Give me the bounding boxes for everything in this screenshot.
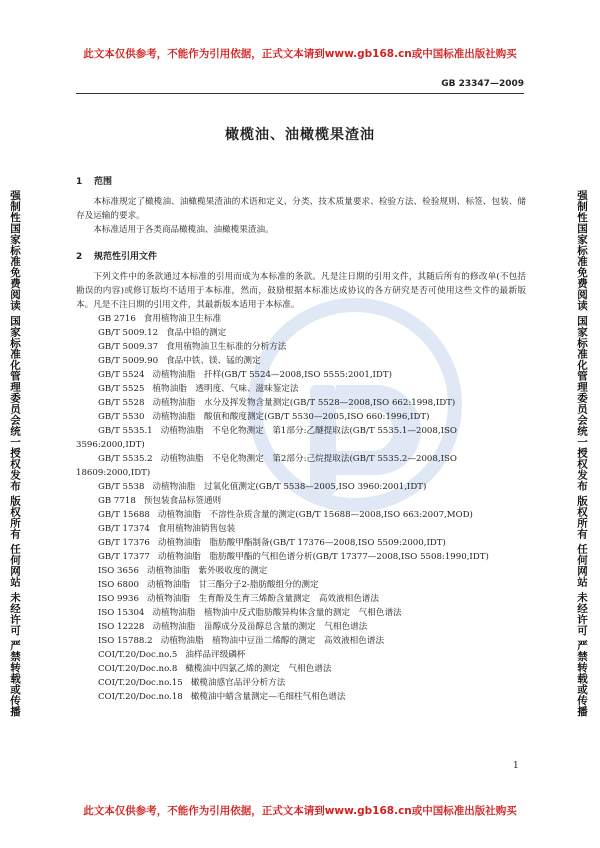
reference-title: 动植物油脂 过氧化值测定(GB/T 5538—2005,ISO 3960:2001,IDT) (152, 482, 427, 492)
side-notice-right: 强制性国家标准免费阅读 国家标准化管理委员会统一授权发布 版权所有 任何网站 未经许可 严禁转载或传播 (576, 190, 588, 717)
paragraph: 本标准规定了橄榄油、油橄榄果渣油的术语和定义、分类、技术质量要求、检验方法、检验规则、标签、包装、储存及运输的要求。 (76, 197, 526, 221)
reference-title: 橄榄油感官品评分析方法 (190, 678, 286, 688)
section-title: 规范性引用文件 (94, 252, 158, 262)
reference-title: 食用植物油卫生标准 (143, 314, 222, 324)
reference-title: 预包装食品标签通则 (143, 496, 222, 506)
section-number: 1 (76, 177, 83, 187)
reference-title: 动植物油脂 不皂化物测定 第2部分:己烷提取法(GB/T 5535.2—2008,ISO 18609:2000,IDT) (76, 454, 457, 478)
reference-item (76, 452, 526, 480)
reference-only-banner-top: 此文本仅供参考，不能作为引用依据，正式文本请到www.gb168.cn或中国标准出版社购买 (83, 48, 517, 60)
section-heading (76, 250, 526, 264)
reference-item (76, 508, 526, 522)
page-number: 1 (513, 761, 519, 771)
reference-code: GB/T 17377 (98, 552, 150, 562)
reference-title: 动植物油脂 脂肪酸甲酯的气相色谱分析(GB/T 17377—2008,ISO 5508:1990,IDT) (157, 552, 489, 562)
section-normative-references (76, 250, 526, 704)
reference-item (76, 340, 526, 354)
reference-item (76, 368, 526, 382)
reference-item (76, 424, 526, 452)
reference-item (76, 536, 526, 550)
reference-title: 食品中铅的测定 (166, 328, 227, 338)
reference-item (76, 494, 526, 508)
reference-title: 油样品评级磷杯 (185, 650, 246, 660)
reference-item (76, 690, 526, 704)
reference-item (76, 410, 526, 424)
reference-title: 动植物油脂 植物油中反式脂肪酸异构体含量的测定 气相色谱法 (152, 608, 402, 618)
reference-only-banner-bottom: 此文本仅供参考，不能作为引用依据，正式文本请到www.gb168.cn或中国标准出版社购买 (83, 805, 517, 817)
reference-code: GB/T 17374 (98, 524, 150, 534)
reference-code: ISO 6800 (98, 580, 139, 590)
reference-code: ISO 9936 (98, 594, 139, 604)
reference-title: 动植物油脂 酸值和酸度测定(GB/T 5530—2005,ISO 660:1996,IDT) (152, 412, 430, 422)
reference-code: COI/T.20/Doc.no.8 (98, 664, 178, 674)
reference-code: COI/T.20/Doc.no.15 (98, 678, 183, 688)
reference-title: 植物油脂 透明度、气味、滋味鉴定法 (152, 384, 299, 394)
reference-title: 动植物油脂 甾醇成分及甾醇总含量的测定 气相色谱法 (152, 622, 368, 632)
reference-title: 动植物油脂 不皂化物测定 第1部分:乙醚提取法(GB/T 5535.1—2008,ISO 3596:2000,IDT) (76, 426, 457, 450)
reference-item (76, 592, 526, 606)
reference-item (76, 606, 526, 620)
reference-title: 橄榄油中蜡含量测定—毛细柱气相色谱法 (190, 692, 346, 702)
section-title: 范围 (94, 177, 113, 187)
reference-item (76, 564, 526, 578)
paragraph: 本标准适用于各类商品橄榄油、油橄榄果渣油。 (93, 225, 274, 235)
reference-item (76, 662, 526, 676)
reference-item (76, 550, 526, 564)
reference-item (76, 382, 526, 396)
reference-code: ISO 15788.2 (98, 636, 153, 646)
reference-code: GB 2716 (98, 314, 136, 324)
section-number: 2 (76, 252, 83, 262)
reference-title: 食用植物油销售包装 (157, 524, 236, 534)
reference-title: 食用植物油卫生标准的分析方法 (166, 342, 287, 352)
reference-item (76, 620, 526, 634)
reference-code: ISO 12228 (98, 622, 145, 632)
reference-title: 食品中铁、镁、锰的测定 (166, 356, 261, 366)
reference-item (76, 648, 526, 662)
reference-item (76, 522, 526, 536)
reference-code: GB/T 5538 (98, 482, 145, 492)
reference-code: GB 7718 (98, 496, 136, 506)
reference-code: GB/T 5535.1 (98, 426, 153, 436)
reference-item (76, 634, 526, 648)
reference-item (76, 578, 526, 592)
reference-code: GB/T 5524 (98, 370, 145, 380)
reference-code: COI/T.20/Doc.no.18 (98, 692, 183, 702)
reference-code: GB/T 17376 (98, 538, 150, 548)
reference-item (76, 354, 526, 368)
reference-code: GB/T 5535.2 (98, 454, 153, 464)
paragraph: 下列文件中的条款通过本标准的引用而成为本标准的条款。凡是注日期的引用文件，其随后所有的修改单(不包括勘误的内容)或修订版均不适用于本标准，然而，鼓励根据本标准达成协议的各方研究是否可使用这些文件的最新版本。凡是不注日期的引用文件，其最新版本适用于本标准。 (76, 272, 526, 310)
reference-code: GB/T 5530 (98, 412, 145, 422)
reference-code: GB/T 5009.90 (98, 356, 159, 366)
document-title: 橄榄油、油橄榄果渣油 (225, 127, 375, 143)
reference-code: GB/T 5009.37 (98, 342, 159, 352)
reference-title: 动植物油脂 扦样(GB/T 5524—2008,ISO 5555:2001,IDT) (152, 370, 392, 380)
reference-code: GB/T 5009.12 (98, 328, 159, 338)
header-divider (76, 93, 524, 94)
reference-item (76, 312, 526, 326)
section-scope (76, 175, 526, 237)
reference-title: 动植物油脂 甘三酯分子2-脂肪酸组分的测定 (146, 580, 319, 590)
reference-code: ISO 15304 (98, 608, 145, 618)
reference-title: 动植物油脂 不溶性杂质含量的测定(GB/T 15688—2008,ISO 663:2007,MOD) (157, 510, 473, 520)
reference-item (76, 326, 526, 340)
side-notice-left: 强制性国家标准免费阅读 国家标准化管理委员会统一授权发布 版权所有 任何网站 未经许可 严禁转载或传播 (9, 190, 21, 717)
reference-code: GB/T 5525 (98, 384, 145, 394)
reference-code: ISO 3656 (98, 566, 139, 576)
standard-code: GB 23347—2009 (441, 79, 524, 89)
reference-item (76, 676, 526, 690)
section-heading (76, 175, 526, 189)
reference-title: 动植物油脂 生育酚及生育三烯酚含量测定 高效液相色谱法 (146, 594, 379, 604)
reference-title: 动植物油脂 植物油中豆甾二烯醇的测定 高效液相色谱法 (160, 636, 385, 646)
reference-title: 动植物油脂 脂肪酸甲酯制备(GB/T 17376—2008,ISO 5509:2000,IDT) (157, 538, 446, 548)
reference-title: 动植物油脂 紫外吸收度的测定 (146, 566, 268, 576)
reference-list (76, 312, 526, 704)
reference-code: COI/T.20/Doc.no.5 (98, 650, 178, 660)
reference-item (76, 396, 526, 410)
reference-item (76, 480, 526, 494)
reference-code: GB/T 5528 (98, 398, 145, 408)
reference-title: 橄榄油中四氯乙烯的测定 气相色谱法 (185, 664, 332, 674)
reference-code: GB/T 15688 (98, 510, 150, 520)
reference-title: 动植物油脂 水分及挥发物含量测定(GB/T 5528—2008,ISO 662:1998,IDT) (152, 398, 456, 408)
